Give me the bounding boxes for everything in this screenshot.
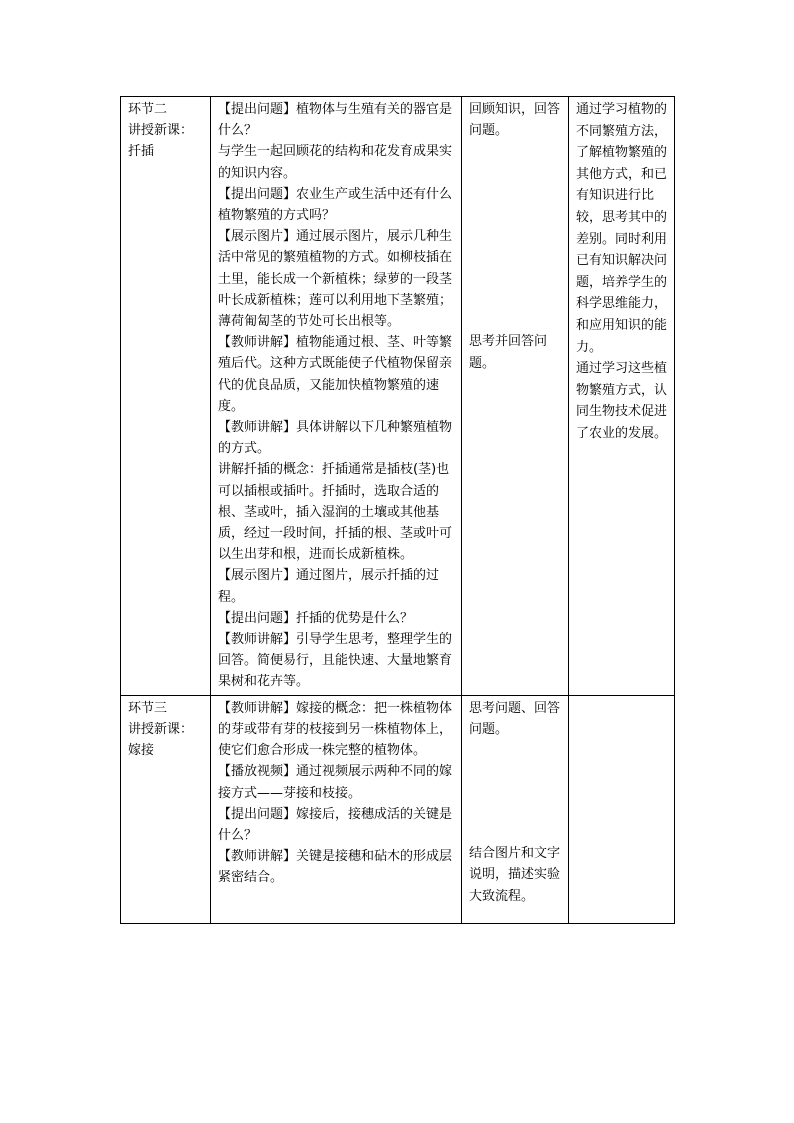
lesson-plan-table — [120, 96, 675, 924]
student-paragraph: 思考并回答问题。 — [469, 334, 548, 371]
table-row — [121, 695, 675, 923]
student-paragraph: 思考问题、回答问题。 — [469, 700, 561, 737]
teacher-paragraph: 【展示图片】通过图片，展示扦插的过程。 — [218, 568, 440, 605]
teacher-paragraph: 【教师讲解】植物能通过根、茎、叶等繁殖后代。这种方式既能使子代植物保留亲代的优良品质，又能加快植物繁殖的速度。 — [218, 335, 453, 414]
student-activity-cell — [462, 695, 569, 923]
teacher-paragraph: 讲解扦插的概念：扦插通常是插枝(茎)也可以插根或插叶。扦插时，选取合适的根、茎或叶，插入湿润的土壤或其他基质，经过一段时间，扦插的根、茎或叶可以生出芽和根，进而长成新植株。 — [218, 462, 453, 563]
stage-line: 讲授新课： — [128, 721, 194, 737]
teacher-activity-cell — [211, 97, 462, 696]
teacher-paragraph: 【教师讲解】引导学生思考，整理学生的回答。简便易行，且能快速、大量地繁育果树和花卉等。 — [218, 632, 453, 690]
teacher-paragraph: 【提出问题】农业生产或生活中还有什么植物繁殖的方式吗？ — [218, 186, 453, 224]
design-intent-cell — [569, 97, 675, 696]
teacher-paragraph: 【教师讲解】具体讲解以下几种繁殖植物的方式。 — [218, 420, 453, 457]
teacher-paragraph: 【播放视频】通过视频展示两种不同的嫁接方式——芽接和枝接。 — [218, 764, 453, 801]
table-row — [121, 97, 675, 696]
intent-paragraph: 通过学习植物的不同繁殖方法，了解植物繁殖的其他方式，和已有知识进行比较，思考其中的差别。同时利用已有知识解决问题，培养学生的科学思维能力，和应用知识的能力。 — [576, 102, 668, 355]
intent-paragraph: 通过学习这些植物繁殖方式，认同生物技术促进了农业的发展。 — [576, 361, 668, 441]
teacher-paragraph: 【展示图片】通过展示图片，展示几种生活中常见的繁殖植物的方式。如柳枝插在土里，能长成一个新植株；绿萝的一段茎叶长成新植株；莲可以利用地下茎繁殖；薄荷匍匐茎的节处可长出根等。 — [218, 229, 453, 330]
stage-cell — [121, 695, 211, 923]
teacher-paragraph: 与学生一起回顾花的结构和花发育成果实的知识内容。 — [218, 144, 453, 181]
teacher-paragraph: 【提出问题】植物体与生殖有关的器官是什么？ — [218, 102, 453, 139]
stage-line: 环节二 — [128, 102, 168, 117]
stage-line: 扦插 — [128, 144, 155, 160]
teacher-paragraph: 【提出问题】扦插的优势是什么？ — [218, 610, 414, 626]
student-paragraph: 回顾知识，回答问题。 — [469, 102, 561, 139]
stage-line: 讲授新课： — [128, 123, 194, 139]
stage-line: 环节三 — [128, 700, 168, 716]
stage-cell — [121, 97, 211, 696]
teacher-activity-cell — [211, 695, 462, 923]
student-paragraph: 结合图片和文字说明，描述实验大致流程。 — [469, 846, 561, 904]
teacher-paragraph: 【教师讲解】关键是接穗和砧木的形成层紧密结合。 — [218, 849, 453, 886]
stage-line: 嫁接 — [128, 743, 155, 759]
teacher-paragraph: 【提出问题】嫁接后，接穗成活的关键是什么？ — [218, 806, 453, 843]
design-intent-cell — [569, 695, 675, 923]
student-activity-cell — [462, 97, 569, 696]
teacher-paragraph: 【教师讲解】嫁接的概念：把一株植物体的芽或带有芽的枝接到另一株植物体上，使它们愈合形成一株完整的植物体。 — [218, 700, 453, 759]
